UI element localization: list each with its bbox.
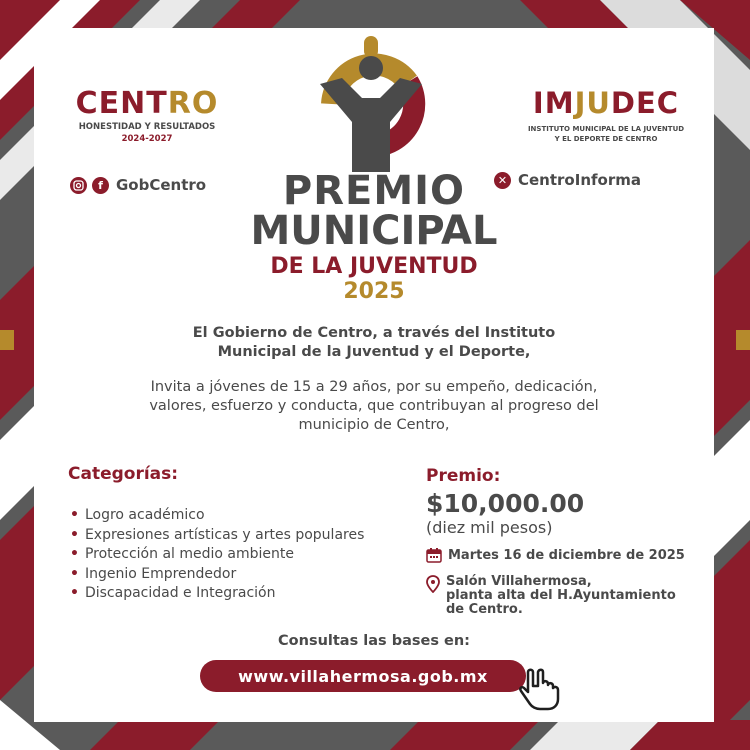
intro-line: Municipal de la Juventud y el Deporte,	[217, 344, 531, 360]
list-item: • Logro académico	[70, 507, 205, 523]
category-label: Discapacidad e Integración	[84, 585, 276, 601]
place-line: de Centro.	[446, 602, 523, 617]
imjudec-line1: INSTITUTO MUNICIPAL DE LA JUVENTUD	[527, 125, 685, 133]
pointer-hand-icon	[514, 668, 562, 712]
title-premio: PREMIO	[282, 168, 466, 214]
centro-years: 2024-2027	[121, 134, 173, 144]
categories-title: Categorías:	[68, 464, 179, 484]
invite-line: municipio de Centro,	[298, 417, 450, 433]
imjudec-line2: Y EL DEPORTE DE CENTRO	[554, 135, 658, 143]
website-link-button[interactable]: www.villahermosa.gob.mx	[200, 660, 526, 692]
centro-logo-text-b: RO	[167, 86, 219, 121]
instagram-icon	[70, 177, 87, 194]
calendar-icon	[426, 547, 442, 563]
intro-text	[114, 324, 634, 362]
gobcentro-handle[interactable]: GobCentro	[116, 176, 207, 194]
imjudec-logo-text-c: DEC	[610, 86, 680, 120]
invite-text	[94, 378, 654, 435]
invite-line: Invita a jóvenes de 15 a 29 años, por su empeño, dedicación,	[150, 379, 598, 395]
category-label: Expresiones artísticas y artes populares	[84, 526, 365, 543]
prize-title: Premio:	[426, 466, 501, 486]
youth-award-emblem	[312, 32, 428, 172]
list-item: • Expresiones artísticas y artes populares	[70, 526, 365, 543]
centro-logo-text-a: CENT	[75, 86, 168, 121]
title-municipal: MUNICIPAL	[250, 208, 498, 254]
facebook-icon: f	[92, 177, 109, 194]
imjudec-logo-text-b: JU	[574, 86, 611, 120]
place-row	[426, 575, 676, 617]
category-label: Protección al medio ambiente	[84, 546, 294, 562]
category-label: Logro académico	[84, 507, 205, 523]
poster-card	[34, 28, 714, 722]
social-left	[70, 176, 206, 194]
event-date: Martes 16 de diciembre de 2025	[448, 547, 685, 563]
x-icon: ✕	[494, 172, 511, 189]
invite-line: valores, esfuerzo y conducta, que contribuyan al progreso del	[149, 398, 599, 414]
consult-text: Consultas las bases en:	[278, 633, 470, 649]
location-pin-icon	[426, 575, 440, 593]
place-line: planta alta del H.Ayuntamiento	[446, 588, 676, 603]
list-item: • Discapacidad e Integración	[70, 585, 276, 601]
imjudec-logo-text-a: IM	[532, 86, 575, 120]
prize-amount: $10,000.00	[426, 489, 585, 518]
event-place	[446, 575, 676, 617]
date-row	[426, 547, 685, 563]
intro-line: El Gobierno de Centro, a través del Instituto	[192, 325, 556, 341]
title-juventud: DE LA JUVENTUD	[270, 254, 478, 279]
centro-tagline: HONESTIDAD Y RESULTADOS	[78, 122, 216, 132]
centro-logo	[62, 86, 232, 121]
imjudec-logo	[516, 86, 696, 120]
categories-list	[70, 506, 364, 604]
prize-words: (diez mil pesos)	[426, 518, 553, 537]
list-item: • Protección al medio ambiente	[70, 546, 294, 562]
list-item: • Ingenio Emprendedor	[70, 565, 237, 582]
place-line: Salón Villahermosa,	[446, 574, 592, 589]
title-year: 2025	[343, 279, 405, 304]
centroinforma-handle[interactable]: CentroInforma	[518, 171, 641, 189]
category-label: Ingenio Emprendedor	[84, 565, 237, 582]
